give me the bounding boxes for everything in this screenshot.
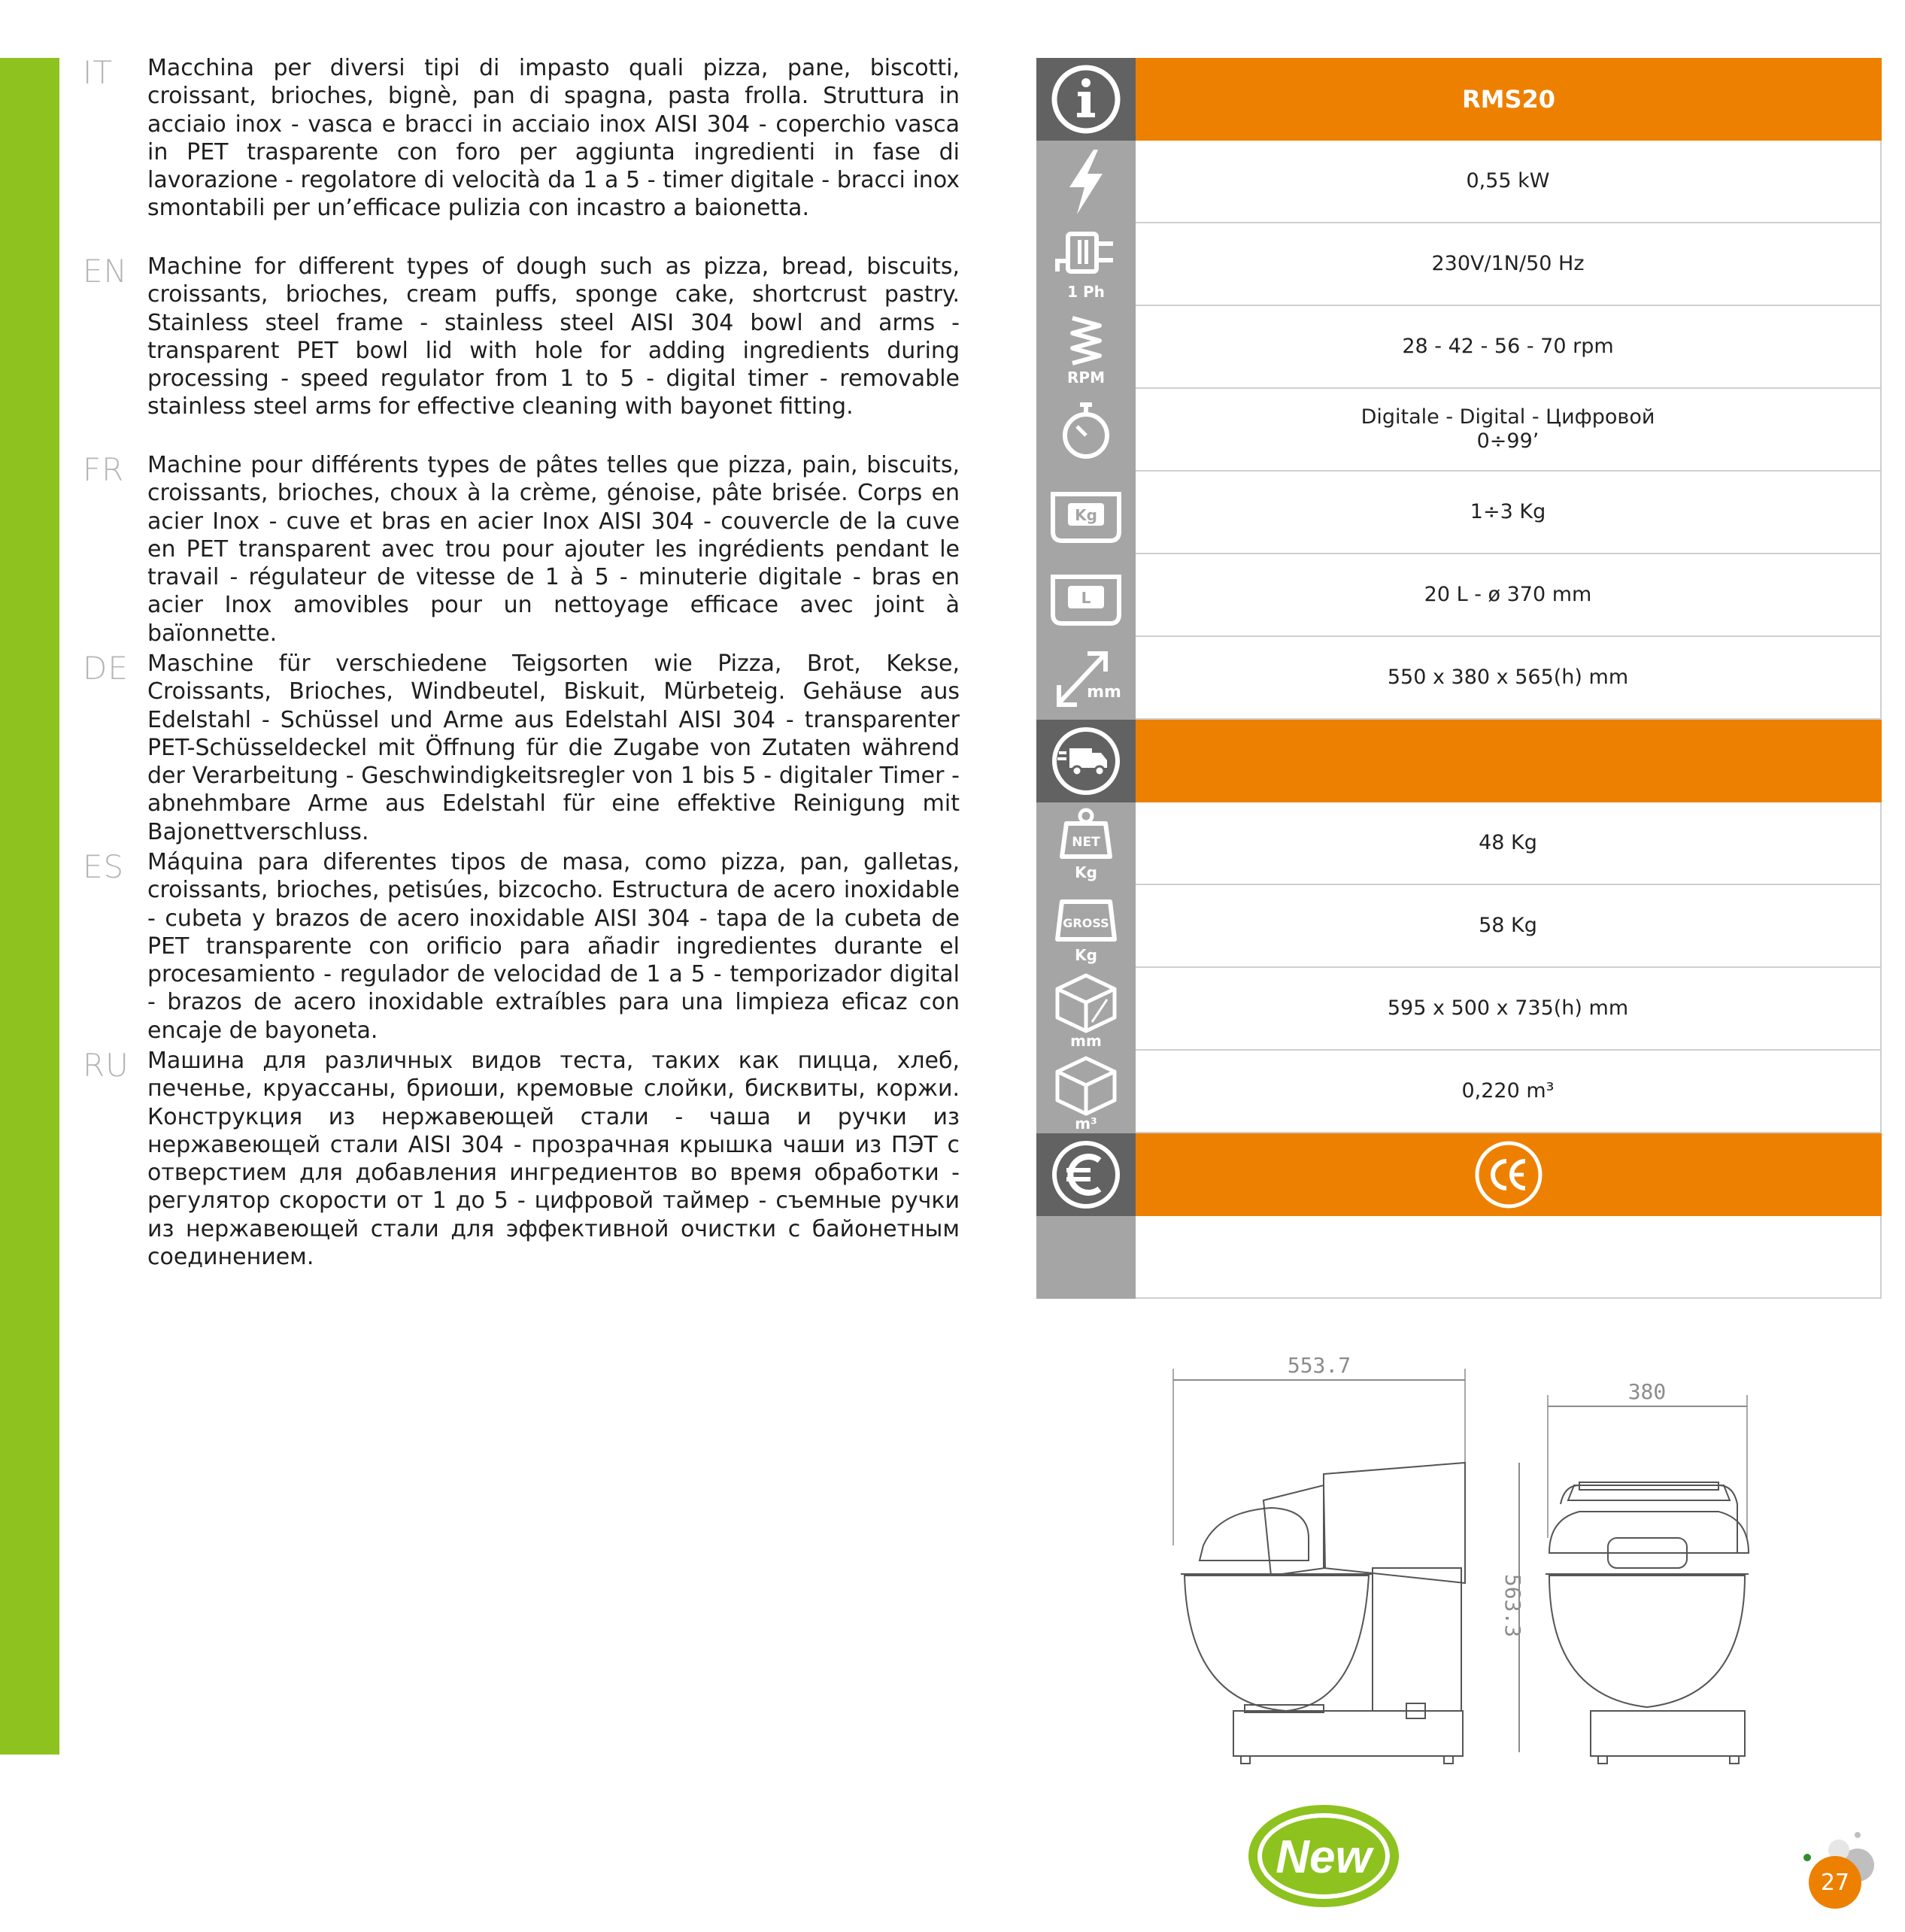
- language-code: EN: [83, 253, 128, 290]
- liters-label: L: [1081, 589, 1091, 607]
- description-ru: [83, 1047, 960, 1271]
- plug-icon: [1036, 223, 1136, 306]
- price-value: [1136, 1216, 1882, 1299]
- description-fr: [83, 451, 960, 647]
- voltage-value: 230V/1N/50 Hz: [1136, 223, 1882, 306]
- timer-range: 0÷99’: [1476, 429, 1539, 453]
- lightning-icon: [1036, 141, 1136, 223]
- model-name: RMS20: [1136, 58, 1882, 141]
- net-weight-value: 48 Kg: [1136, 802, 1882, 885]
- description-text: Machine for different types of dough such as pizza, bread, biscuits, croissants, brioches, cream puffs, sponge cake, shortcrust pastry. Stainless steel frame - stainless steel AISI 304 bowl and arms - transparent PET bowl lid with hole for adding ingredients during processing - speed regulator from 1 to 5 - digital timer - removable stainless steel arms for effective cleaning with bayonet fitting.: [147, 253, 960, 420]
- dimensions-arrow-icon: [1036, 637, 1136, 720]
- language-code: DE: [83, 650, 129, 687]
- packing-dimensions-value: 595 x 500 x 735(h) mm: [1136, 968, 1882, 1051]
- phase-label: 1 Ph: [1067, 283, 1105, 301]
- kg-label: Kg: [1075, 506, 1097, 524]
- price-icon-cell: [1036, 1216, 1136, 1299]
- height-label: 563.3: [1500, 1573, 1525, 1638]
- euro-icon: [1036, 1133, 1136, 1216]
- rpm-label: RPM: [1067, 369, 1105, 387]
- price-header-bar: [1136, 1133, 1882, 1216]
- language-code: ES: [83, 848, 125, 885]
- language-code: RU: [83, 1047, 129, 1084]
- depth-label: 380: [1627, 1379, 1667, 1404]
- capacity-value: 1÷3 Kg: [1136, 472, 1882, 554]
- kg-label: Kg: [1075, 946, 1097, 964]
- spec-row-capacity: [1036, 472, 1882, 554]
- dough-capacity-icon: [1036, 472, 1136, 554]
- speed-value: 28 - 42 - 56 - 70 rpm: [1136, 306, 1882, 389]
- description-text: Máquina para diferentes tipos de masa, como pizza, pan, galletas, croissants, brioches, petisúes, bizcocho. Estructura de acero inoxidable - cubeta y brazos de acero inoxidable AISI 304 - tapa de la cubeta de PET transparente con orificio para añadir ingredientes durante el procesamiento - regulador de velocidad de 1 a 5 - temporizador digital - brazos de acero inoxidable extraíbles para una limpieza eficaz con encaje de bayoneta.: [147, 849, 960, 1044]
- gross-weight-icon: [1036, 885, 1136, 968]
- spec-row-volume: [1036, 1051, 1882, 1133]
- spec-row-shipping-header: [1036, 720, 1882, 802]
- bowl-value: 20 L - ø 370 mm: [1136, 554, 1882, 637]
- side-green-bar: [0, 58, 59, 1755]
- description-text: Maschine für verschiedene Teigsorten wie Pizza, Brot, Kekse, Croissants, Brioches, Windbeutel, Biskuit, Mürbeteig. Gehäuse aus Edelstahl - Schüssel und Arme aus Edelstahl AISI 304 - transparenter PET-Schüsseldeckel mit Öffnung für die Zugabe von Zutaten während der Verarbeitung - Geschwindigkeitsregler von 1 bis 5 - digitaler Timer - abnehmbare Arme aus Edelstahl für eine effektive Reinigung mit Bajonettverschluss.: [147, 651, 960, 845]
- width-label: 553.7: [1287, 1353, 1351, 1378]
- package-volume-icon: [1036, 1051, 1136, 1133]
- bowl-volume-icon: [1036, 554, 1136, 637]
- kg-label: Kg: [1075, 863, 1097, 881]
- description-en: [83, 253, 960, 426]
- description-text: Машина для различных видов теста, таких как пицца, хлеб, печенье, круассаны, бриоши, кремовые слойки, бисквиты, коржи. Конструкция из нержавеющей стали - чаша и ручки из нержавеющей стали AISI 304 - прозрачная крышка чаши из ПЭТ с отверстием для добавления ингредиентов во время обработки - регулятор скорости от 1 до 5 - цифровой таймер - съемные ручки из нержавеющей стали для эффективной очистки с байонетным соединением.: [147, 1048, 960, 1271]
- net-label: NET: [1072, 835, 1100, 850]
- net-weight-icon: [1036, 802, 1136, 885]
- spec-row-voltage: [1036, 223, 1882, 306]
- shipping-header-bar: [1136, 720, 1882, 802]
- dimensions-value: 550 x 380 x 565(h) mm: [1136, 637, 1882, 720]
- language-code: FR: [83, 451, 125, 488]
- spec-row-dimensions: [1036, 637, 1882, 720]
- spec-row-bowl: [1036, 554, 1882, 637]
- info-icon: [1036, 58, 1136, 141]
- description-text: Macchina per diversi tipi di impasto quali pizza, pane, biscotti, croissant, brioches, bignè, pan di spagna, pasta frolla. Struttura in acciaio inox - vasca e bracci in acciaio inox AISI 304 - coperchio vasca in PET trasparente con foro per aggiunta ingredienti in fase di lavorazione - regolatore di velocità da 1 a 5 - timer digitale - bracci inox smontabili per un’efficace pulizia con incastro a baionetta.: [147, 55, 960, 222]
- power-value: 0,55 kW: [1136, 141, 1882, 223]
- spec-row-model: [1036, 58, 1882, 141]
- side-view: [1546, 1482, 1749, 1764]
- spec-row-net-weight: [1036, 802, 1882, 885]
- mm-label: mm: [1087, 683, 1121, 702]
- mm-label: mm: [1070, 1032, 1102, 1050]
- spec-row-price-header: [1036, 1133, 1882, 1216]
- page-number: 27: [1809, 1856, 1861, 1909]
- timer-value: [1136, 389, 1882, 472]
- package-dimensions-icon: [1036, 968, 1136, 1051]
- spec-row-packing-dimensions: [1036, 968, 1882, 1051]
- technical-drawing: [1158, 1350, 1760, 1771]
- front-view: [1181, 1463, 1465, 1764]
- spec-row-speed: [1036, 306, 1882, 389]
- spec-row-power: [1036, 141, 1882, 223]
- new-badge-text: New: [1276, 1831, 1372, 1883]
- description-de: [83, 650, 960, 845]
- delivery-truck-icon: [1036, 720, 1136, 802]
- description-text: Machine pour différents types de pâtes telles que pizza, pain, biscuits, croissants, brioches, choux à la crème, génoise, pâte brisée. Corps en acier Inox - cuve et bras en acier Inox AISI 304 - couvercle de la cuve en PET transparent avec trou pour ajouter les ingrédients pendant le travail - régulateur de vitesse de 1 à 5 - minuterie digitale - bras en acier Inox amovibles pour un nettoyage efficace avec joint à baïonnette.: [147, 452, 960, 647]
- description-it: [83, 54, 960, 227]
- spec-row-price: [1036, 1216, 1882, 1299]
- ce-mark-icon: [1473, 1139, 1545, 1211]
- new-badge: [1245, 1800, 1403, 1912]
- spec-row-timer: [1036, 389, 1882, 472]
- language-code: IT: [83, 54, 114, 91]
- rpm-spring-icon: [1036, 306, 1136, 389]
- stopwatch-icon: [1036, 389, 1136, 472]
- spec-row-gross-weight: [1036, 885, 1882, 968]
- timer-type: Digitale - Digital - Цифровой: [1360, 405, 1655, 429]
- page-number-badge: [1801, 1827, 1876, 1918]
- gross-weight-value: 58 Kg: [1136, 885, 1882, 968]
- gross-label: GROSS: [1063, 916, 1109, 930]
- volume-value: 0,220 m³: [1136, 1051, 1882, 1133]
- description-es: [83, 848, 960, 1044]
- m3-label: m³: [1075, 1115, 1097, 1133]
